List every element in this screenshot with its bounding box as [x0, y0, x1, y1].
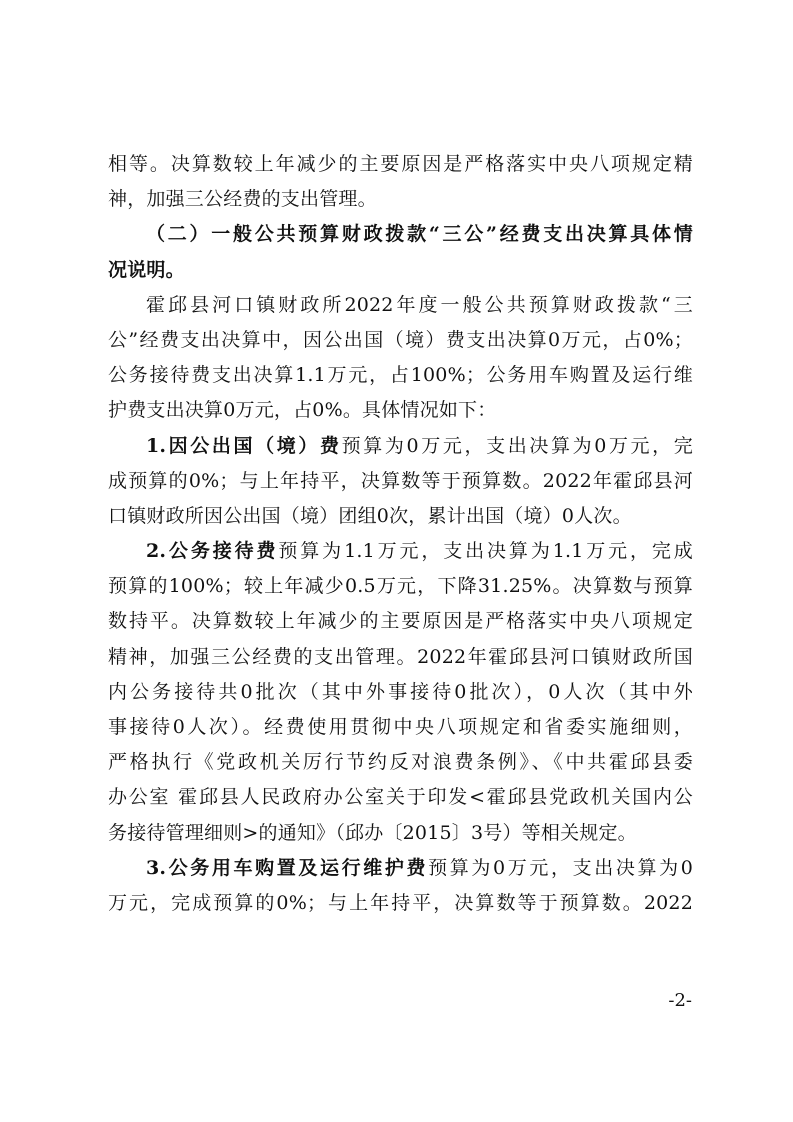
paragraph-line	[108, 640, 693, 675]
paragraph-line	[108, 886, 693, 921]
line-text: 预算的100%；较上年减少0.5万元，下降31.25%。决算数与预算	[108, 575, 693, 598]
paragraph-line	[108, 499, 693, 534]
section-heading-line	[108, 217, 693, 252]
page-number: -2-	[668, 990, 692, 1011]
line-text: 预算为0万元，支出决算为0	[428, 856, 693, 879]
paragraph-line	[108, 780, 693, 815]
paragraph-line	[108, 429, 693, 464]
line-text: 霍邱县河口镇财政所2022年度一般公共预算财政拨款“三	[146, 293, 693, 316]
paragraph-line	[108, 147, 693, 182]
item-title: 1.因公出国（境）费	[146, 434, 342, 457]
line-text: 相等。决算数较上年减少的主要原因是严格落实中央八项规定精	[108, 153, 693, 175]
line-text: 公”经费支出决算中，因公出国（境）费支出决算0万元，占0%；	[108, 328, 693, 351]
line-text: 预算为1.1万元，支出决算为1.1万元，完成	[278, 540, 693, 563]
paragraph-line	[108, 534, 693, 569]
line-text: 内公务接待共0批次（其中外事接待0批次），0人次（其中外	[108, 680, 693, 703]
document-body	[108, 147, 693, 921]
item-title: 2.公务接待费	[146, 540, 279, 563]
line-text: 万元，完成预算的0%；与上年持平，决算数等于预算数。2022	[108, 891, 693, 914]
paragraph-line	[108, 323, 693, 358]
paragraph-line	[108, 288, 693, 323]
line-text: 数持平。决算数较上年减少的主要原因是严格落实中央八项规定	[108, 610, 693, 633]
section-heading-line	[108, 253, 693, 288]
section-heading-text: 况说明。	[108, 258, 185, 281]
paragraph-line	[108, 604, 693, 639]
paragraph-line	[108, 745, 693, 780]
line-text: 成预算的0%；与上年持平，决算数等于预算数。2022年霍邱县河	[108, 469, 693, 492]
line-text: 务接待管理细则>的通知》（邱办〔2015〕3号）等相关规定。	[108, 821, 637, 844]
paragraph-line	[108, 816, 693, 851]
paragraph-line	[108, 358, 693, 393]
paragraph-line	[108, 851, 693, 886]
line-text: 精神，加强三公经费的支出管理。2022年霍邱县河口镇财政所国	[108, 645, 693, 668]
line-text: 公务接待费支出决算1.1万元，占100%；公务用车购置及运行维	[108, 364, 693, 387]
line-text: 预算为0万元，支出决算为0万元，完	[341, 434, 693, 457]
section-heading-text: （二）一般公共预算财政拨款“三公”经费支出决算具体情	[146, 223, 693, 246]
line-text: 护费支出决算0万元，占0%。具体情况如下：	[108, 399, 497, 422]
paragraph-line	[108, 393, 693, 428]
line-text: 口镇财政所因公出国（境）团组0次，累计出国（境）0人次。	[108, 504, 632, 527]
paragraph-line	[108, 464, 693, 499]
item-title: 3.公务用车购置及运行维护费	[146, 856, 429, 879]
line-text: 神，加强三公经费的支出管理。	[108, 188, 377, 211]
line-text: 严格执行《党政机关厉行节约反对浪费条例》、《中共霍邱县委	[108, 751, 693, 774]
paragraph-line	[108, 710, 693, 745]
paragraph-line	[108, 569, 693, 604]
line-text: 办公室 霍邱县人民政府办公室关于印发<霍邱县党政机关国内公	[108, 786, 693, 809]
paragraph-line	[108, 675, 693, 710]
line-text: 事接待0人次）。经费使用贯彻中央八项规定和省委实施细则，	[108, 716, 693, 738]
paragraph-line	[108, 182, 693, 217]
